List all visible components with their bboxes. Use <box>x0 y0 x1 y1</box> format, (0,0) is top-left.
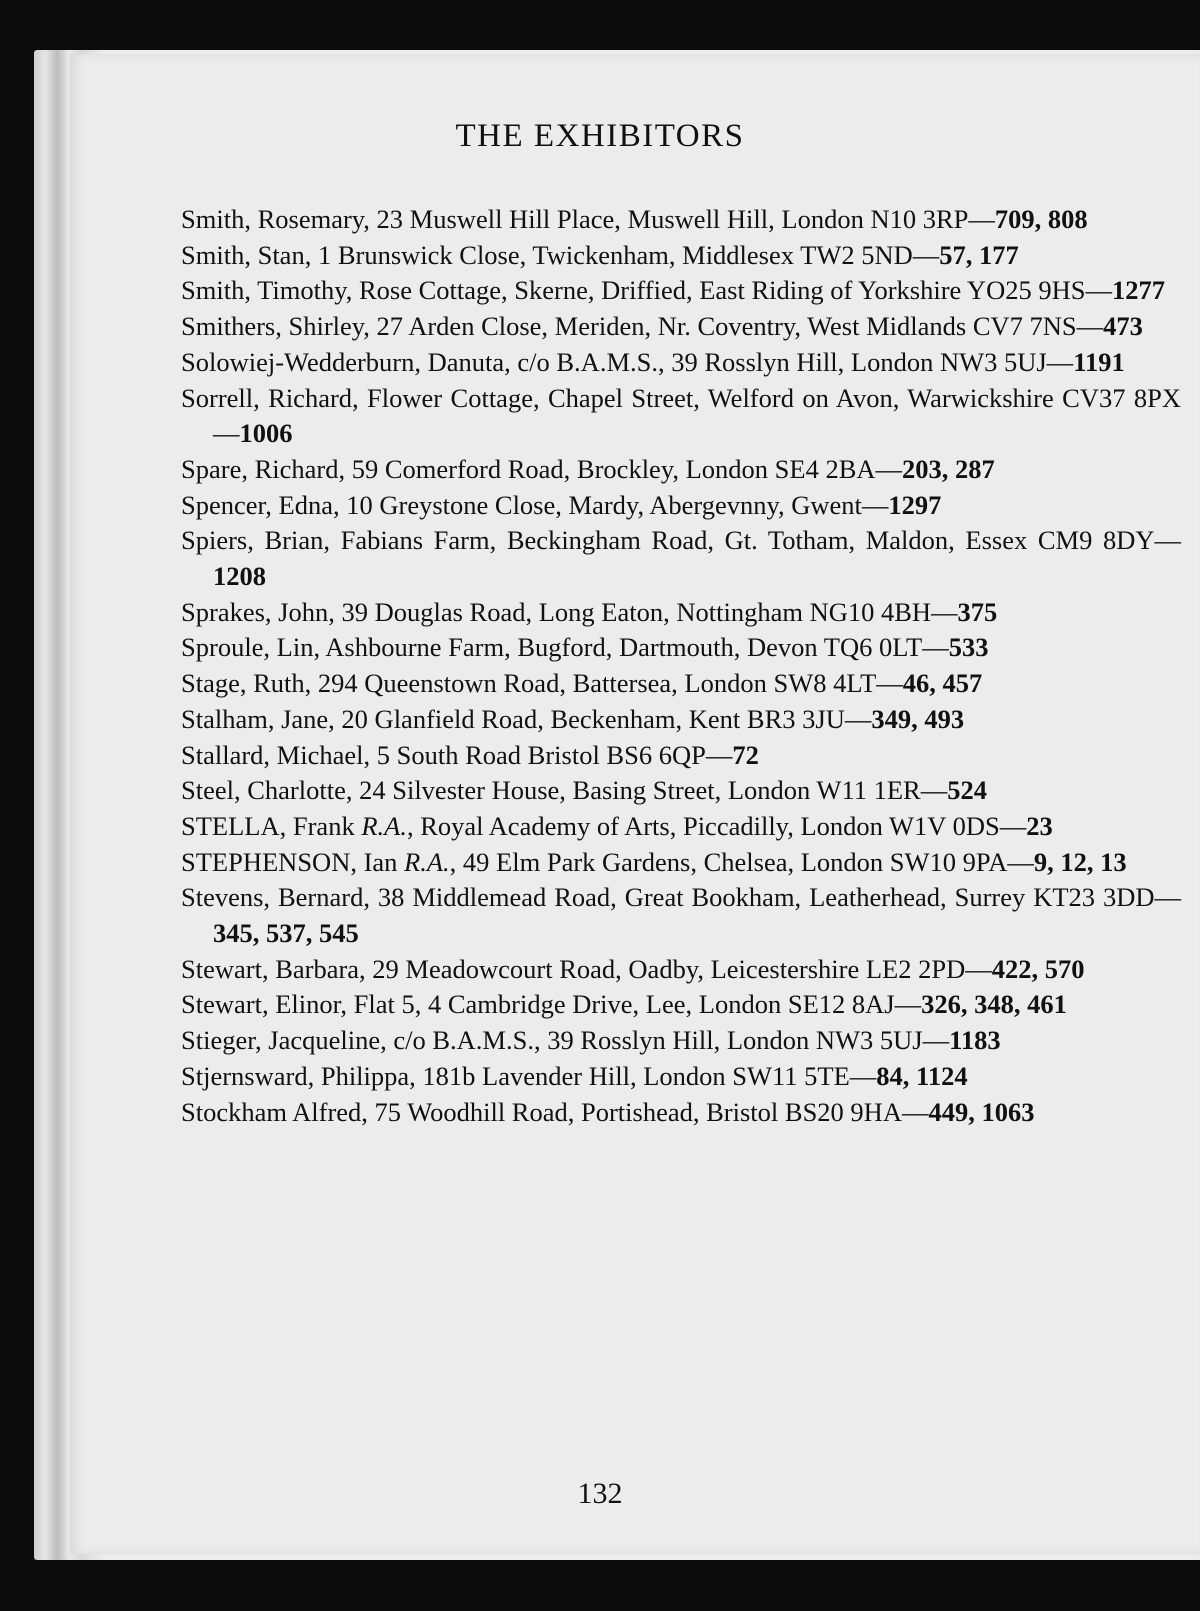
exhibitor-list <box>181 202 1181 1130</box>
catalogue-numbers: 1277 <box>1111 275 1165 306</box>
list-item <box>181 809 1181 845</box>
entry-text: , Royal Academy of Arts, Piccadilly, London W1V 0DS— <box>406 810 1027 841</box>
catalogue-numbers: 345, 537, 545 <box>213 918 359 949</box>
catalogue-numbers: 449, 1063 <box>928 1096 1035 1127</box>
catalogue-numbers: 1183 <box>949 1025 1001 1056</box>
catalogue-numbers: 9, 12, 13 <box>1033 846 1127 877</box>
entry-text: Stieger, Jacqueline, c/o B.A.M.S., 39 Rosslyn Hill, London NW3 5UJ— <box>181 1025 950 1056</box>
catalogue-numbers: 23 <box>1026 810 1053 841</box>
list-item <box>181 952 1181 988</box>
catalogue-numbers: 84, 1124 <box>876 1060 968 1091</box>
academician-title: R.A. <box>361 810 407 841</box>
entry-text: Stjernsward, Philippa, 181b Lavender Hill, London SW11 5TE— <box>181 1060 877 1091</box>
catalogue-numbers: 473 <box>1103 311 1143 342</box>
entry-text: Stage, Ruth, 294 Queenstown Road, Battersea, London SW8 4LT— <box>181 668 903 699</box>
list-item <box>181 345 1181 381</box>
entry-name: STEPHENSON, Ian <box>181 846 398 877</box>
list-item <box>181 666 1181 702</box>
catalogue-numbers: 1208 <box>213 561 266 592</box>
entry-text: Sprakes, John, 39 Douglas Road, Long Eaton, Nottingham NG10 4BH— <box>181 596 958 627</box>
entry-text: Spare, Richard, 59 Comerford Road, Brockley, London SE4 2BA— <box>181 453 903 484</box>
catalogue-numbers: 326, 348, 461 <box>921 989 1067 1020</box>
list-item <box>181 452 1181 488</box>
list-item <box>181 309 1181 345</box>
catalogue-numbers: 72 <box>732 739 759 770</box>
list-item <box>181 1059 1181 1095</box>
list-item <box>181 595 1181 631</box>
catalogue-numbers: 349, 493 <box>871 703 965 734</box>
entry-text: Spiers, Brian, Fabians Farm, Beckingham Road, Gt. Totham, Maldon, Essex CM9 8DY— <box>181 525 1181 556</box>
entry-text: Sproule, Lin, Ashbourne Farm, Bugford, Dartmouth, Devon TQ6 0LT— <box>181 632 949 663</box>
list-item <box>181 738 1181 774</box>
entry-text: Smith, Rosemary, 23 Muswell Hill Place, Muswell Hill, London N10 3RP— <box>181 204 995 234</box>
entry-text: Smithers, Shirley, 27 Arden Close, Meriden, Nr. Coventry, West Midlands CV7 7NS— <box>181 311 1104 342</box>
catalogue-numbers: 46, 457 <box>902 668 983 699</box>
catalogue-numbers: 524 <box>947 775 987 806</box>
entry-text: Stewart, Barbara, 29 Meadowcourt Road, Oadby, Leicestershire LE2 2PD— <box>181 953 992 984</box>
page-number: 132 <box>577 1477 623 1510</box>
entry-text: Stevens, Bernard, 38 Middlemead Road, Great Bookham, Leatherhead, Surrey KT23 3DD— <box>181 882 1181 913</box>
catalogue-numbers: 375 <box>957 596 998 627</box>
entry-text: Smith, Timothy, Rose Cottage, Skerne, Driffied, East Riding of Yorkshire YO25 9HS— <box>181 275 1112 306</box>
catalogue-numbers: 533 <box>948 632 989 663</box>
entry-text: Smith, Stan, 1 Brunswick Close, Twickenham, Middlesex TW2 5ND— <box>181 239 940 270</box>
catalogue-numbers: 1006 <box>239 418 293 449</box>
list-item <box>181 845 1181 881</box>
list-item <box>181 702 1181 738</box>
list-item <box>181 880 1181 951</box>
list-item <box>181 523 1181 594</box>
catalogue-numbers: 422, 570 <box>991 953 1085 984</box>
page-title: THE EXHIBITORS <box>455 118 745 154</box>
list-item <box>181 202 1181 238</box>
academician-title: R.A. <box>404 846 450 877</box>
entry-name: STELLA, Frank <box>181 810 355 841</box>
entry-text: Solowiej-Wedderburn, Danuta, c/o B.A.M.S., 39 Rosslyn Hill, London NW3 5UJ— <box>181 346 1074 377</box>
catalogue-numbers: 1191 <box>1073 346 1125 377</box>
entry-text: Sorrell, Richard, Flower Cottage, Chapel Street, Welford on Avon, Warwickshire CV37 8PX— <box>181 382 1181 449</box>
list-item <box>181 1023 1181 1059</box>
list-item <box>181 1095 1181 1131</box>
entry-text: Stewart, Elinor, Flat 5, 4 Cambridge Drive, Lee, London SE12 8AJ— <box>181 989 922 1020</box>
catalogue-numbers: 203, 287 <box>902 453 995 484</box>
list-item <box>181 381 1181 452</box>
list-item <box>181 630 1181 666</box>
catalogue-numbers: 57, 177 <box>939 239 1019 270</box>
list-item <box>181 488 1181 524</box>
list-item <box>181 238 1181 274</box>
entry-text: , 49 Elm Park Gardens, Chelsea, London SW10 9PA— <box>449 846 1034 877</box>
entry-text: Stockham Alfred, 75 Woodhill Road, Portishead, Bristol BS20 9HA— <box>181 1096 929 1127</box>
list-item <box>181 773 1181 809</box>
list-item <box>181 987 1181 1023</box>
entry-text: Steel, Charlotte, 24 Silvester House, Basing Street, London W11 1ER— <box>181 775 948 806</box>
catalogue-numbers: 709, 808 <box>994 204 1088 234</box>
entry-text: Spencer, Edna, 10 Greystone Close, Mardy, Abergevnny, Gwent— <box>181 489 889 520</box>
list-item <box>181 273 1181 309</box>
catalogue-numbers: 1297 <box>888 489 942 520</box>
entry-text: Stallard, Michael, 5 South Road Bristol BS6 6QP— <box>181 739 733 770</box>
entry-text: Stalham, Jane, 20 Glanfield Road, Beckenham, Kent BR3 3JU— <box>181 703 872 734</box>
